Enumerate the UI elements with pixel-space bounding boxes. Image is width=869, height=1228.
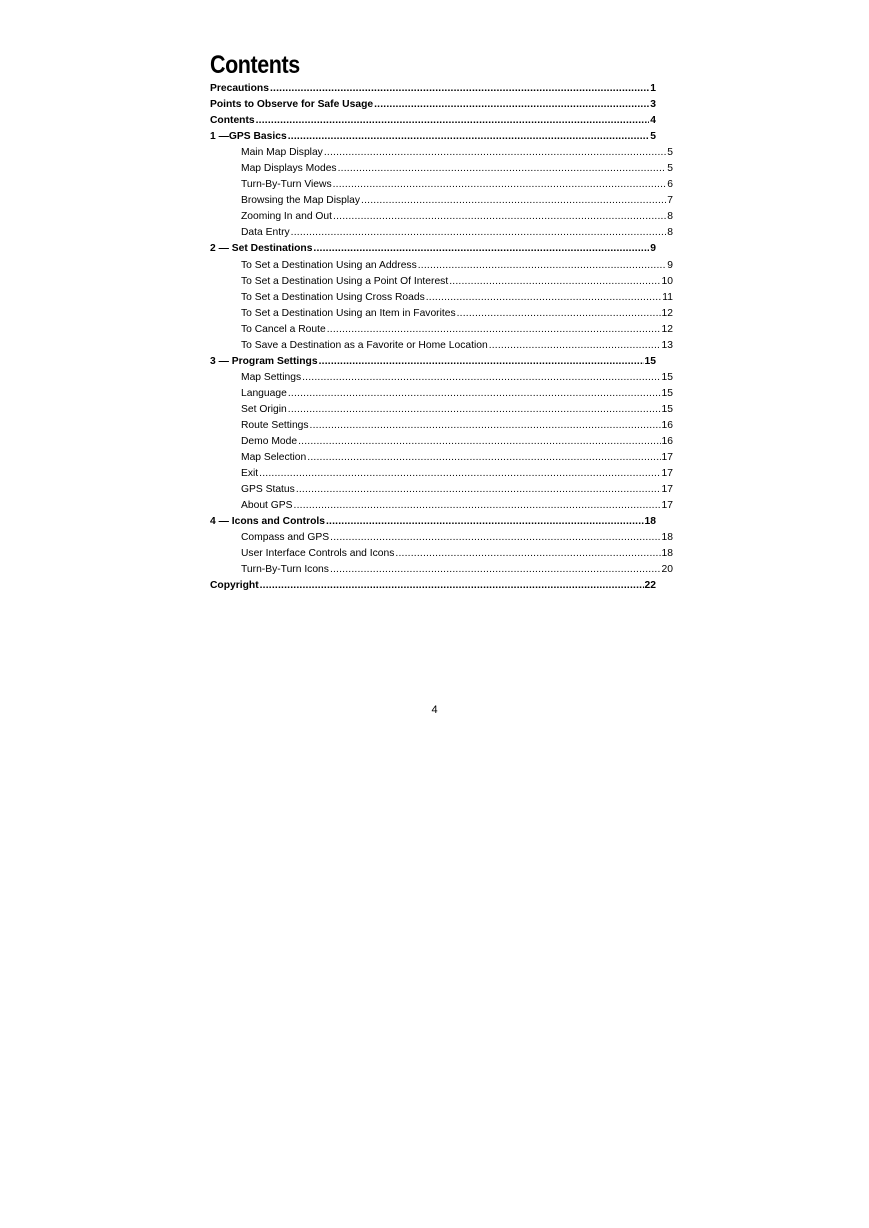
toc-entry-title: To Save a Destination as a Favorite or Home Location <box>241 339 488 351</box>
toc-entry[interactable] <box>210 370 673 386</box>
toc-leader-dots <box>489 338 661 354</box>
toc-leader-dots <box>310 418 661 434</box>
toc-entry-page: 15 <box>661 387 673 399</box>
toc-entry-page: 8 <box>667 227 673 239</box>
toc-entry[interactable] <box>210 466 673 482</box>
toc-entry-page: 10 <box>661 275 673 287</box>
toc-entry-title: About GPS <box>241 500 293 512</box>
toc-entry-title: User Interface Controls and Icons <box>241 548 395 560</box>
toc-leader-dots <box>260 578 644 594</box>
toc-leader-dots <box>259 466 660 482</box>
toc-entry[interactable] <box>210 386 673 402</box>
toc-entry[interactable] <box>210 177 673 193</box>
toc-entry-page: 9 <box>650 243 656 255</box>
toc-entry-page: 5 <box>667 163 673 175</box>
toc-entry[interactable] <box>210 145 673 161</box>
toc-leader-dots <box>374 97 649 113</box>
toc-leader-dots <box>288 129 650 145</box>
toc-leader-dots <box>326 514 644 530</box>
toc-entry-title: Turn-By-Turn Icons <box>241 564 329 576</box>
toc-entry[interactable] <box>210 193 673 209</box>
toc-entry[interactable] <box>210 354 656 370</box>
toc-entry[interactable] <box>210 514 656 530</box>
toc-entry-title: GPS Status <box>241 484 295 496</box>
toc-leader-dots <box>449 274 660 290</box>
toc-leader-dots <box>457 306 661 322</box>
toc-entry[interactable] <box>210 450 673 466</box>
toc-entry-page: 16 <box>661 419 673 431</box>
toc-entry-title: Language <box>241 387 287 399</box>
toc-entry[interactable] <box>210 258 673 274</box>
toc-leader-dots <box>291 225 667 241</box>
toc-entry-title: Map Selection <box>241 452 307 464</box>
toc-entry-title: Set Origin <box>241 403 287 415</box>
toc-leader-dots <box>361 193 666 209</box>
page-title: Contents <box>210 51 300 79</box>
toc-entry[interactable] <box>210 274 673 290</box>
toc-entry[interactable] <box>210 482 673 498</box>
toc-entry-page: 17 <box>661 484 673 496</box>
toc-entry[interactable] <box>210 418 673 434</box>
toc-leader-dots <box>426 290 662 306</box>
toc-entry[interactable] <box>210 306 673 322</box>
toc-entry-title: Exit <box>241 468 259 480</box>
toc-leader-dots <box>330 562 661 578</box>
toc-entry[interactable] <box>210 241 656 257</box>
toc-entry-title: 3 — Program Settings <box>210 355 318 367</box>
toc-entry-title: Main Map Display <box>241 147 323 159</box>
toc-entry-title: Data Entry <box>241 227 290 239</box>
toc-entry-page: 11 <box>662 291 673 303</box>
toc-leader-dots <box>333 177 667 193</box>
toc-leader-dots <box>270 81 649 97</box>
toc-entry-page: 18 <box>644 516 656 528</box>
toc-leader-dots <box>256 113 650 129</box>
toc-entry[interactable] <box>210 578 656 594</box>
toc-entry[interactable] <box>210 530 673 546</box>
toc-entry[interactable] <box>210 562 673 578</box>
toc-entry-page: 22 <box>644 580 656 592</box>
toc-leader-dots <box>338 161 667 177</box>
toc-entry[interactable] <box>210 338 673 354</box>
toc-leader-dots <box>327 322 661 338</box>
toc-entry-title: Precautions <box>210 83 269 94</box>
toc-entry-title: Zooming In and Out <box>241 211 333 223</box>
toc-entry-page: 17 <box>661 500 673 512</box>
toc-entry-title: Contents <box>210 115 255 127</box>
toc-leader-dots <box>313 241 649 257</box>
toc-entry-page: 12 <box>661 323 673 335</box>
toc-entry-page: 8 <box>667 211 673 223</box>
toc-entry-page: 15 <box>661 371 673 383</box>
toc-entry-title: To Set a Destination Using Cross Roads <box>241 291 425 303</box>
toc-entry[interactable] <box>210 97 656 113</box>
toc-entry-page: 9 <box>667 259 673 271</box>
toc-entry-page: 1 <box>650 83 656 94</box>
toc-leader-dots <box>395 546 660 562</box>
toc-entry-title: Compass and GPS <box>241 532 330 544</box>
toc-entry[interactable] <box>210 209 673 225</box>
toc-entry-page: 7 <box>667 195 673 207</box>
toc-entry[interactable] <box>210 290 673 306</box>
toc-entry-title: Map Displays Modes <box>241 163 337 175</box>
toc-leader-dots <box>307 450 660 466</box>
toc-leader-dots <box>319 354 644 370</box>
toc-entry[interactable] <box>210 434 673 450</box>
toc-entry-page: 3 <box>650 99 656 111</box>
toc-entry-title: To Set a Destination Using an Address <box>241 259 417 271</box>
toc-entry-title: Browsing the Map Display <box>241 195 361 207</box>
table-of-contents <box>210 81 673 595</box>
toc-entry-title: To Set a Destination Using a Point Of Interest <box>241 275 449 287</box>
toc-entry-page: 6 <box>667 179 673 191</box>
page-number: 4 <box>431 704 438 716</box>
toc-entry-page: 12 <box>661 307 673 319</box>
toc-entry[interactable] <box>210 161 673 177</box>
toc-leader-dots <box>330 530 660 546</box>
toc-entry-page: 17 <box>661 468 673 480</box>
toc-entry-page: 18 <box>661 532 673 544</box>
toc-entry[interactable] <box>210 402 673 418</box>
toc-leader-dots <box>288 402 661 418</box>
toc-leader-dots <box>298 434 660 450</box>
toc-entry-page: 5 <box>650 131 656 143</box>
toc-entry[interactable] <box>210 129 656 145</box>
toc-leader-dots <box>333 209 666 225</box>
toc-entry-title: Demo Mode <box>241 436 298 448</box>
toc-entry[interactable] <box>210 322 673 338</box>
toc-entry-page: 20 <box>661 564 673 576</box>
toc-entry-page: 15 <box>661 403 673 415</box>
toc-leader-dots <box>418 258 667 274</box>
toc-entry-title: Map Settings <box>241 371 302 383</box>
toc-entry-page: 4 <box>650 115 656 127</box>
toc-entry-title: Route Settings <box>241 419 309 431</box>
toc-entry[interactable] <box>210 546 673 562</box>
toc-entry-title: 1 —GPS Basics <box>210 131 287 143</box>
toc-leader-dots <box>294 498 661 514</box>
toc-entry[interactable] <box>210 225 673 241</box>
toc-leader-dots <box>288 386 661 402</box>
toc-entry-title: To Cancel a Route <box>241 323 326 335</box>
toc-entry[interactable] <box>210 498 673 514</box>
toc-entry-page: 18 <box>661 548 673 560</box>
toc-entry-title: 4 — Icons and Controls <box>210 516 325 528</box>
toc-entry-title: Copyright <box>210 580 259 592</box>
toc-leader-dots <box>296 482 661 498</box>
toc-entry-title: To Set a Destination Using an Item in Favorites <box>241 307 456 319</box>
toc-entry-title: Points to Observe for Safe Usage <box>210 99 374 111</box>
toc-entry-page: 17 <box>661 452 673 464</box>
toc-entry-page: 16 <box>661 436 673 448</box>
toc-entry-page: 13 <box>661 339 673 351</box>
toc-entry[interactable] <box>210 81 656 97</box>
toc-entry[interactable] <box>210 113 656 129</box>
toc-entry-title: 2 — Set Destinations <box>210 243 313 255</box>
toc-entry-page: 5 <box>667 147 673 159</box>
toc-entry-title: Turn-By-Turn Views <box>241 179 332 191</box>
toc-leader-dots <box>324 145 666 161</box>
toc-entry-page: 15 <box>644 355 656 367</box>
toc-leader-dots <box>302 370 660 386</box>
